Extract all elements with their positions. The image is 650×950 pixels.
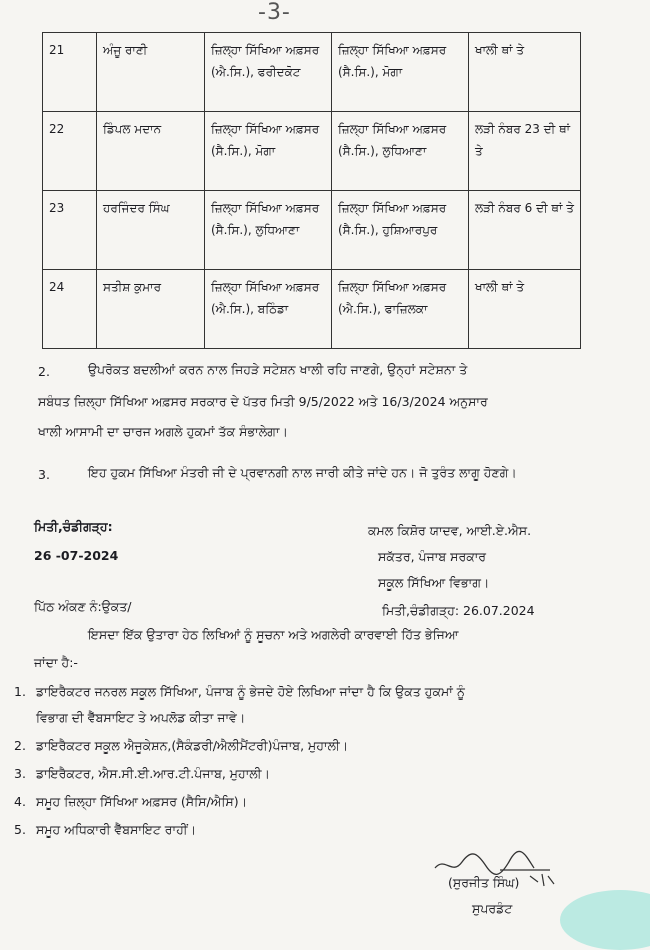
recipient-text: ਡਾਇਰੈਕਟਰ, ਐਸ.ਸੀ.ਈ.ਆਰ.ਟੀ.ਪੰਜਾਬ, ਮੁਹਾਲੀ। [36, 766, 270, 781]
posted-to: ਜ਼ਿਲ੍ਹਾ ਸਿੱਖਿਆ ਅਫ਼ਸਰ (ਐ.ਸਿ.), ਫਾਜ਼ਿਲਕਾ [332, 270, 469, 349]
recipient-text: ਡਾਇਰੈਕਟਰ ਸਕੂਲ ਐਜੂਕੇਸ਼ਨ,(ਸੈਕੰਡਰੀ/ਐਲੀਮੈਂਟਰੀ)ਪੰਜਾਬ, ਮੁਹਾਲੀ। [36, 738, 349, 753]
serial-no: 22 [43, 112, 97, 191]
recipient-number: 5. [14, 822, 26, 837]
recipient-item-continued: ਵਿਭਾਗ ਦੀ ਵੈੱਬਸਾਇਟ ਤੇ ਅਪਲੋਡ ਕੀਤਾ ਜਾਵੇ। [36, 710, 246, 725]
table-row [43, 270, 581, 349]
recipient-item [14, 790, 614, 814]
recipient-item [14, 734, 614, 758]
posted-from: ਜ਼ਿਲ੍ਹਾ ਸਿੱਖਿਆ ਅਫ਼ਸਰ (ਐ.ਸਿ.), ਫਰੀਦਕੋਟ [205, 33, 332, 112]
remark: ਖਾਲੀ ਥਾਂ ਤੇ [469, 33, 581, 112]
place-label: ਮਿਤੀ,ਚੰਡੀਗੜ੍ਹ: [34, 519, 113, 534]
para-2-line-1: ਉਪਰੋਕਤ ਬਦਲੀਆਂ ਕਰਨ ਨਾਲ ਜਿਹੜੇ ਸਟੇਸ਼ਨ ਖਾਲੀ ਰਹਿ ਜਾਣਗੇ, ਉਨ੍ਹਾਂ ਸਟੇਸ਼ਨਾ ਤੇ [88, 362, 468, 377]
posted-to: ਜ਼ਿਲ੍ਹਾ ਸਿੱਖਿਆ ਅਫ਼ਸਰ (ਸੈ.ਸਿ.), ਹੁਸ਼ਿਆਰਪੁਰ [332, 191, 469, 270]
recipient-item [14, 762, 614, 786]
para-2-line-2: ਸਬੰਧਤ ਜ਼ਿਲ੍ਹਾ ਸਿੱਖਿਆ ਅਫ਼ਸਰ ਸਰਕਾਰ ਦੇ ਪੱਤਰ ਮਿਤੀ 9/5/2022 ਅਤੇ 16/3/2024 ਅਨੁਸਾਰ [38, 394, 488, 409]
recipient-number: 2. [14, 738, 26, 753]
superintendent-name: (ਸੁਰਜੀਤ ਸਿੰਘ) [448, 875, 520, 890]
recipient-item [14, 680, 614, 704]
officer-name: ਸਤੀਸ਼ ਕੁਮਾਰ [97, 270, 205, 349]
recipient-text: ਡਾਇਰੈਕਟਰ ਜਨਰਲ ਸਕੂਲ ਸਿੱਖਿਆ, ਪੰਜਾਬ ਨੂੰ ਭੇਜਦੇ ਹੋਏ ਲਿਖਿਆ ਜਾਂਦਾ ਹੈ ਕਿ ਉਕਤ ਹੁਕਮਾਂ ਨੂੰ [36, 684, 465, 699]
para-3-number: 3. [38, 467, 50, 482]
serial-no: 24 [43, 270, 97, 349]
signatory-dept: ਸਕੂਲ ਸਿੱਖਿਆ ਵਿਭਾਗ। [378, 575, 490, 590]
recipient-text: ਸਮੂਹ ਅਧਿਕਾਰੀ ਵੈੱਬਸਾਇਟ ਰਾਹੀਂ। [36, 822, 196, 837]
posted-to: ਜ਼ਿਲ੍ਹਾ ਸਿੱਖਿਆ ਅਫ਼ਸਰ (ਸੈ.ਸਿ.), ਮੋਗਾ [332, 33, 469, 112]
serial-no: 21 [43, 33, 97, 112]
endorsement-intro-2: ਜਾਂਦਾ ਹੈ:- [34, 655, 78, 670]
table-row [43, 191, 581, 270]
recipient-number: 4. [14, 794, 26, 809]
officer-name: ਅੰਜੂ ਰਾਣੀ [97, 33, 205, 112]
transfer-table [42, 32, 581, 349]
signatory-title: ਸਕੱਤਰ, ਪੰਜਾਬ ਸਰਕਾਰ [378, 549, 487, 564]
posted-to: ਜ਼ਿਲ੍ਹਾ ਸਿੱਖਿਆ ਅਫ਼ਸਰ (ਸੈ.ਸਿ.), ਲੁਧਿਆਣਾ [332, 112, 469, 191]
table-row [43, 112, 581, 191]
recipient-text: ਸਮੂਹ ਜ਼ਿਲ੍ਹਾ ਸਿੱਖਿਆ ਅਫ਼ਸਰ (ਸੈਸਿ/ਐਸਿ)। [36, 794, 248, 809]
posted-from: ਜ਼ਿਲ੍ਹਾ ਸਿੱਖਿਆ ਅਫ਼ਸਰ (ਐ.ਸਿ.), ਬਠਿੰਡਾ [205, 270, 332, 349]
superintendent-title: ਸੁਪਰਡੰਟ [472, 901, 513, 916]
serial-no: 23 [43, 191, 97, 270]
officer-name: ਡਿੰਪਲ ਮਦਾਨ [97, 112, 205, 191]
signatory-name: ਕਮਲ ਕਿਸ਼ੋਰ ਯਾਦਵ, ਆਈ.ਏ.ਐਸ. [368, 523, 532, 538]
endorsement-date: ਮਿਤੀ,ਚੰਡੀਗੜ੍ਹ: 26.07.2024 [382, 603, 535, 618]
recipient-item [14, 818, 614, 842]
page-number: -3- [258, 0, 291, 25]
para-3-text: ਇਹ ਹੁਕਮ ਸਿੱਖਿਆ ਮੰਤਰੀ ਜੀ ਦੇ ਪ੍ਰਵਾਨਗੀ ਨਾਲ ਜਾਰੀ ਕੀਤੇ ਜਾਂਦੇ ਹਨ। ਜੋ ਤੁਰੰਤ ਲਾਗੂ ਹੋਣਗੇ। [88, 465, 517, 480]
recipient-number: 3. [14, 766, 26, 781]
endorsement-intro-1: ਇਸਦਾ ਇੱਕ ਉਤਾਰਾ ਹੇਠ ਲਿਖਿਆਂ ਨੂੰ ਸੂਚਨਾ ਅਤੇ ਅਗਲੇਰੀ ਕਾਰਵਾਈ ਹਿੱਤ ਭੇਜਿਆ [88, 627, 459, 642]
remark: ਲੜੀ ਨੰਬਰ 23 ਦੀ ਥਾਂ ਤੇ [469, 112, 581, 191]
endorsement-ref: ਪਿੱਠ ਅੰਕਣ ਨੰ:ਉਕਤ/ [34, 599, 132, 614]
decorative-corner [560, 890, 650, 950]
para-2-line-3: ਖਾਲੀ ਆਸਾਮੀ ਦਾ ਚਾਰਜ ਅਗਲੇ ਹੁਕਮਾਂ ਤੱਕ ਸੰਭਾਲੇਗਾ। [38, 424, 288, 439]
table-row [43, 33, 581, 112]
remark: ਖਾਲੀ ਥਾਂ ਤੇ [469, 270, 581, 349]
posted-from: ਜ਼ਿਲ੍ਹਾ ਸਿੱਖਿਆ ਅਫ਼ਸਰ (ਸੈ.ਸਿ.), ਮੋਗਾ [205, 112, 332, 191]
para-2-number: 2. [38, 364, 50, 379]
recipient-number: 1. [14, 684, 26, 699]
posted-from: ਜ਼ਿਲ੍ਹਾ ਸਿੱਖਿਆ ਅਫ਼ਸਰ (ਸੈ.ਸਿ.), ਲੁਧਿਆਣਾ [205, 191, 332, 270]
order-date: 26 -07-2024 [34, 548, 119, 563]
officer-name: ਹਰਜਿੰਦਰ ਸਿੰਘ [97, 191, 205, 270]
remark: ਲੜੀ ਨੰਬਰ 6 ਦੀ ਥਾਂ ਤੇ [469, 191, 581, 270]
